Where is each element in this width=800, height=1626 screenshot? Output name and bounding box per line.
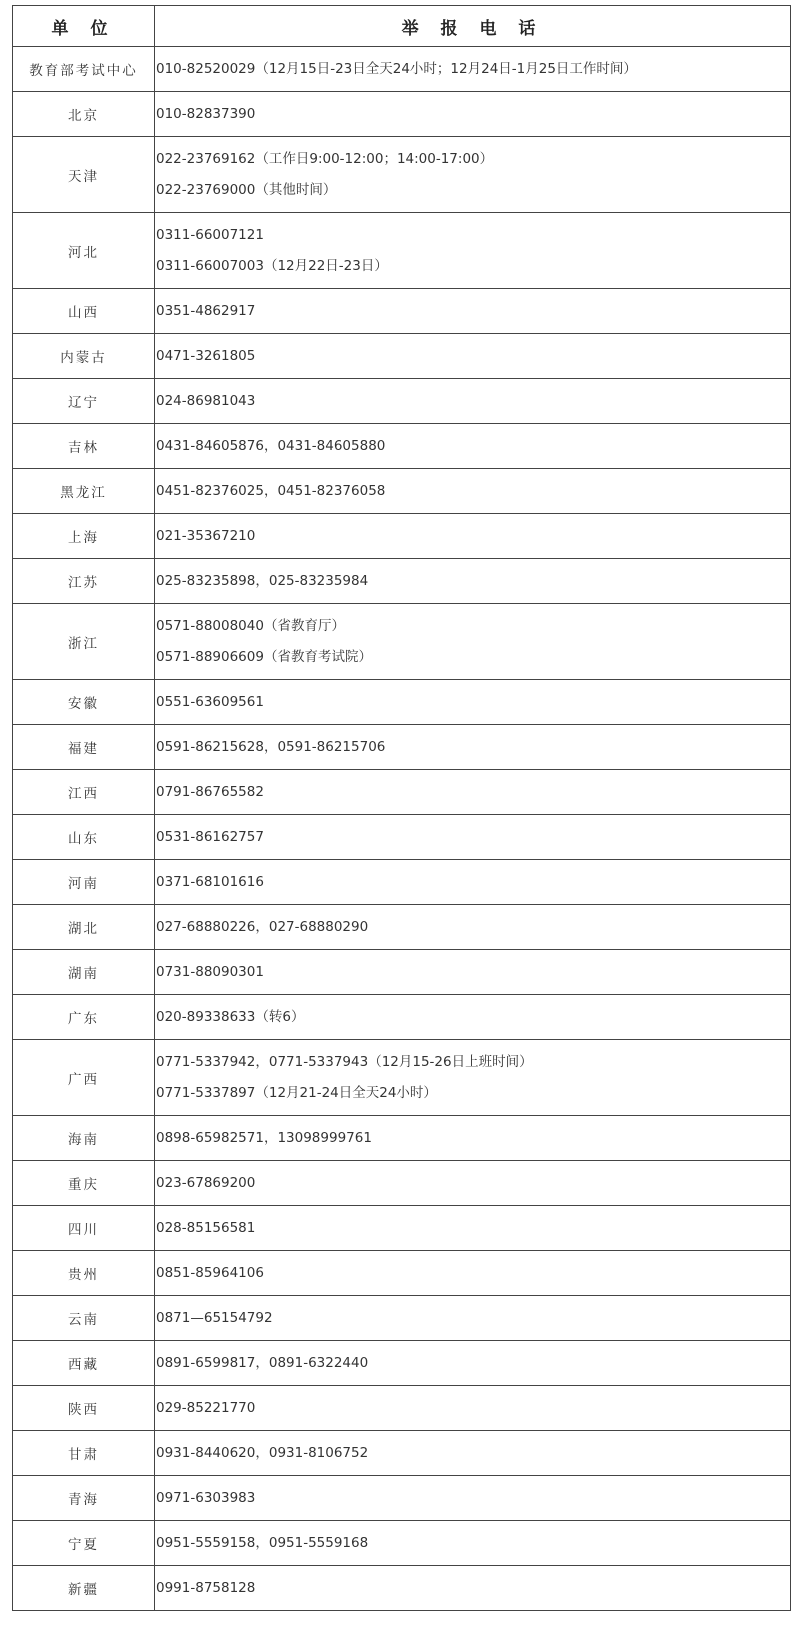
phone-line: 0971-6303983	[156, 1489, 256, 1506]
phone-cell	[155, 47, 791, 92]
table-row	[13, 514, 791, 559]
phone-line: 023-67869200	[156, 1174, 256, 1191]
phone-cell	[155, 680, 791, 725]
phone-line: 029-85221770	[156, 1399, 256, 1416]
phone-line: 0891-6599817，0891-6322440	[156, 1354, 369, 1371]
phone-cell	[155, 1040, 791, 1116]
unit-cell: 广西	[13, 1040, 155, 1116]
phone-line: 0991-8758128	[156, 1579, 256, 1596]
phone-line: 0371-68101616	[156, 873, 264, 890]
phone-cell	[155, 860, 791, 905]
phone-line: 0551-63609561	[156, 693, 264, 710]
table-row	[13, 559, 791, 604]
table-header-row	[13, 6, 791, 47]
phone-line: 0471-3261805	[156, 347, 256, 364]
unit-cell: 安徽	[13, 680, 155, 725]
phone-line: 0851-85964106	[156, 1264, 264, 1281]
unit-cell: 新疆	[13, 1566, 155, 1611]
phone-line: 020-89338633（转6）	[156, 1008, 305, 1025]
phone-cell	[155, 1431, 791, 1476]
phone-line: 0951-5559158，0951-5559168	[156, 1534, 369, 1551]
unit-cell: 辽宁	[13, 379, 155, 424]
phone-line: 0898-65982571，13098999761	[156, 1129, 372, 1146]
unit-cell: 陕西	[13, 1386, 155, 1431]
phone-line: 022-23769000（其他时间）	[156, 181, 337, 198]
phone-cell	[155, 1116, 791, 1161]
phone-cell	[155, 334, 791, 379]
phone-cell	[155, 905, 791, 950]
phone-cell	[155, 1251, 791, 1296]
unit-cell: 宁夏	[13, 1521, 155, 1566]
report-hotline-table-container	[12, 5, 790, 1611]
unit-cell: 甘肃	[13, 1431, 155, 1476]
unit-cell: 教育部考试中心	[13, 47, 155, 92]
table-row	[13, 334, 791, 379]
phone-cell	[155, 379, 791, 424]
table-row	[13, 860, 791, 905]
unit-cell: 四川	[13, 1206, 155, 1251]
table-row	[13, 1251, 791, 1296]
table-row	[13, 905, 791, 950]
header-phone: 举 报 电 话	[155, 6, 791, 47]
unit-cell: 黑龙江	[13, 469, 155, 514]
unit-cell: 广东	[13, 995, 155, 1040]
table-row	[13, 137, 791, 213]
phone-cell	[155, 1161, 791, 1206]
unit-cell: 吉林	[13, 424, 155, 469]
unit-cell: 河北	[13, 213, 155, 289]
unit-cell: 江苏	[13, 559, 155, 604]
table-row	[13, 1386, 791, 1431]
table-row	[13, 1040, 791, 1116]
phone-cell	[155, 137, 791, 213]
unit-cell: 西藏	[13, 1341, 155, 1386]
unit-cell: 贵州	[13, 1251, 155, 1296]
phone-line: 027-68880226，027-68880290	[156, 918, 369, 935]
unit-cell: 北京	[13, 92, 155, 137]
phone-line: 022-23769162（工作日9:00-12:00；14:00-17:00）	[156, 150, 494, 167]
table-row	[13, 1206, 791, 1251]
unit-cell: 江西	[13, 770, 155, 815]
header-unit: 单 位	[13, 6, 155, 47]
unit-cell: 青海	[13, 1476, 155, 1521]
table-row	[13, 469, 791, 514]
table-row	[13, 92, 791, 137]
phone-line: 0531-86162757	[156, 828, 264, 845]
phone-line: 0871—65154792	[156, 1309, 273, 1326]
unit-cell: 山西	[13, 289, 155, 334]
phone-line: 0351-4862917	[156, 302, 256, 319]
table-row	[13, 379, 791, 424]
table-row	[13, 815, 791, 860]
unit-cell: 福建	[13, 725, 155, 770]
table-row	[13, 1431, 791, 1476]
phone-cell	[155, 1521, 791, 1566]
table-row	[13, 770, 791, 815]
unit-cell: 云南	[13, 1296, 155, 1341]
phone-line: 0931-8440620，0931-8106752	[156, 1444, 369, 1461]
phone-line: 0771-5337897（12月21-24日全天24小时）	[156, 1084, 437, 1101]
phone-cell	[155, 1296, 791, 1341]
table-row	[13, 1161, 791, 1206]
report-hotline-table	[12, 5, 791, 1611]
phone-line: 0571-88906609（省教育考试院）	[156, 648, 372, 665]
table-row	[13, 1521, 791, 1566]
phone-cell	[155, 770, 791, 815]
phone-cell	[155, 469, 791, 514]
phone-line: 024-86981043	[156, 392, 256, 409]
unit-cell: 山东	[13, 815, 155, 860]
phone-line: 0451-82376025，0451-82376058	[156, 482, 386, 499]
phone-line: 0791-86765582	[156, 783, 264, 800]
phone-line: 0311-66007003（12月22日-23日）	[156, 257, 388, 274]
unit-cell: 浙江	[13, 604, 155, 680]
unit-cell: 河南	[13, 860, 155, 905]
table-row	[13, 424, 791, 469]
phone-cell	[155, 213, 791, 289]
phone-cell	[155, 1206, 791, 1251]
table-row	[13, 1116, 791, 1161]
table-row	[13, 289, 791, 334]
unit-cell: 海南	[13, 1116, 155, 1161]
phone-cell	[155, 424, 791, 469]
phone-line: 0731-88090301	[156, 963, 264, 980]
phone-cell	[155, 604, 791, 680]
phone-line: 0431-84605876，0431-84605880	[156, 437, 386, 454]
phone-cell	[155, 559, 791, 604]
unit-cell: 内蒙古	[13, 334, 155, 379]
phone-cell	[155, 1476, 791, 1521]
phone-line: 0311-66007121	[156, 226, 264, 243]
phone-cell	[155, 995, 791, 1040]
table-body	[13, 47, 791, 1611]
phone-line: 0571-88008040（省教育厅）	[156, 617, 345, 634]
phone-cell	[155, 1341, 791, 1386]
table-row	[13, 1566, 791, 1611]
phone-line: 010-82837390	[156, 105, 256, 122]
table-row	[13, 1296, 791, 1341]
phone-cell	[155, 1386, 791, 1431]
phone-line: 028-85156581	[156, 1219, 256, 1236]
table-row	[13, 47, 791, 92]
unit-cell: 重庆	[13, 1161, 155, 1206]
phone-cell	[155, 289, 791, 334]
unit-cell: 湖南	[13, 950, 155, 995]
phone-cell	[155, 815, 791, 860]
phone-line: 010-82520029（12月15日-23日全天24小时；12月24日-1月25日工作时间）	[156, 60, 637, 77]
table-row	[13, 950, 791, 995]
phone-cell	[155, 950, 791, 995]
phone-line: 021-35367210	[156, 527, 256, 544]
table-row	[13, 1341, 791, 1386]
table-row	[13, 1476, 791, 1521]
phone-cell	[155, 514, 791, 559]
phone-cell	[155, 92, 791, 137]
unit-cell: 湖北	[13, 905, 155, 950]
phone-cell	[155, 1566, 791, 1611]
unit-cell: 上海	[13, 514, 155, 559]
table-row	[13, 995, 791, 1040]
table-row	[13, 680, 791, 725]
unit-cell: 天津	[13, 137, 155, 213]
phone-line: 0591-86215628，0591-86215706	[156, 738, 386, 755]
table-row	[13, 604, 791, 680]
table-row	[13, 213, 791, 289]
phone-line: 025-83235898，025-83235984	[156, 572, 369, 589]
table-row	[13, 725, 791, 770]
phone-cell	[155, 725, 791, 770]
phone-line: 0771-5337942，0771-5337943（12月15-26日上班时间）	[156, 1053, 533, 1070]
